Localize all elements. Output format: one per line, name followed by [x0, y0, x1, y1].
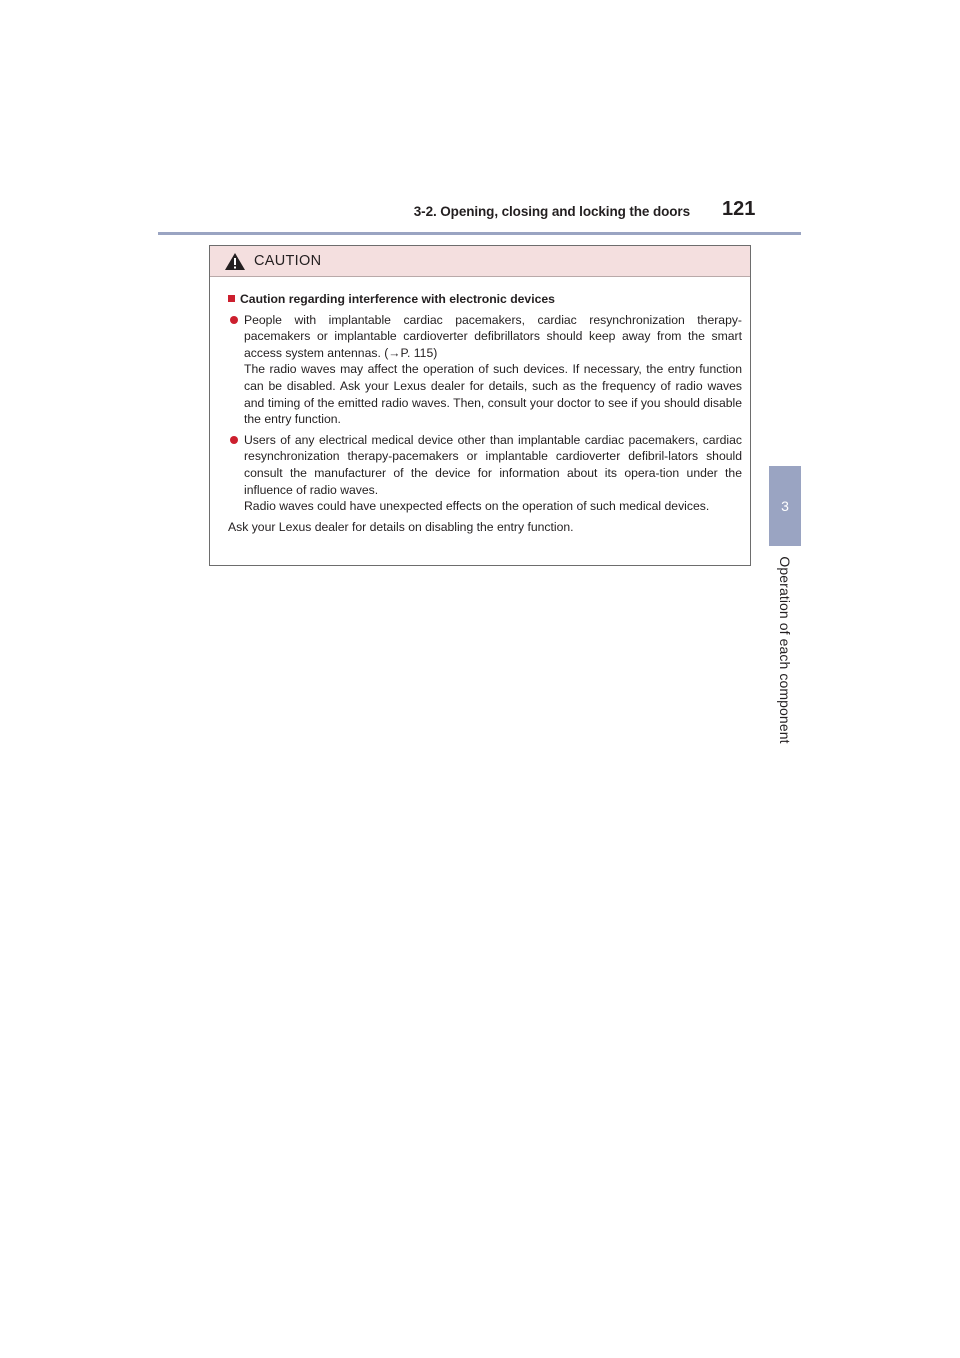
caution-title: CAUTION — [254, 253, 322, 269]
chapter-tab — [769, 466, 801, 546]
subheading-text: Caution regarding interference with electronic devices — [240, 292, 555, 306]
bullet-paragraph: People with implantable cardiac pacemakers, cardiac resynchronization therapy-pacemakers or implantable cardioverter defibrillators should keep away from the smart access system antennas. (→P. 115) — [244, 312, 742, 360]
caution-box — [209, 245, 751, 566]
warning-triangle-icon — [224, 252, 246, 271]
bullet-item — [228, 312, 742, 428]
square-bullet-icon — [228, 295, 235, 302]
dot-bullet-icon — [230, 316, 238, 324]
header-divider — [158, 232, 801, 235]
closing-note: Ask your Lexus dealer for details on disabling the entry function. — [228, 519, 574, 534]
bullet-paragraph: Radio waves could have unexpected effects on the operation of such medical devices. — [244, 499, 710, 514]
bullet-item — [228, 432, 742, 515]
bullet-paragraph: The radio waves may affect the operation of such devices. If necessary, the entry function can be disabled. Ask your Lexus dealer for details, such as the frequency of radio waves and timing of the emitted radio waves. Then, consult your doctor to see if you should disable the entry function. — [244, 362, 742, 427]
bullet-text — [244, 432, 742, 515]
caution-header — [210, 246, 750, 277]
chapter-number: 3 — [781, 498, 789, 514]
section-header: 3-2. Opening, closing and locking the doors — [413, 204, 690, 219]
caution-body — [210, 277, 750, 535]
caution-subheading — [228, 291, 742, 308]
bullet-text — [244, 312, 742, 428]
bullet-paragraph: Users of any electrical medical device other than implantable cardiac pacemakers, cardiac resynchronization therapy-pacemakers or implantable cardioverter defibril-lators should consult the manufacturer of the device for information about its opera-tion under the influence of radio waves. — [244, 432, 742, 497]
dot-bullet-icon — [230, 436, 238, 444]
chapter-title: Operation of each component — [777, 556, 793, 744]
page-number: 121 — [722, 198, 756, 220]
